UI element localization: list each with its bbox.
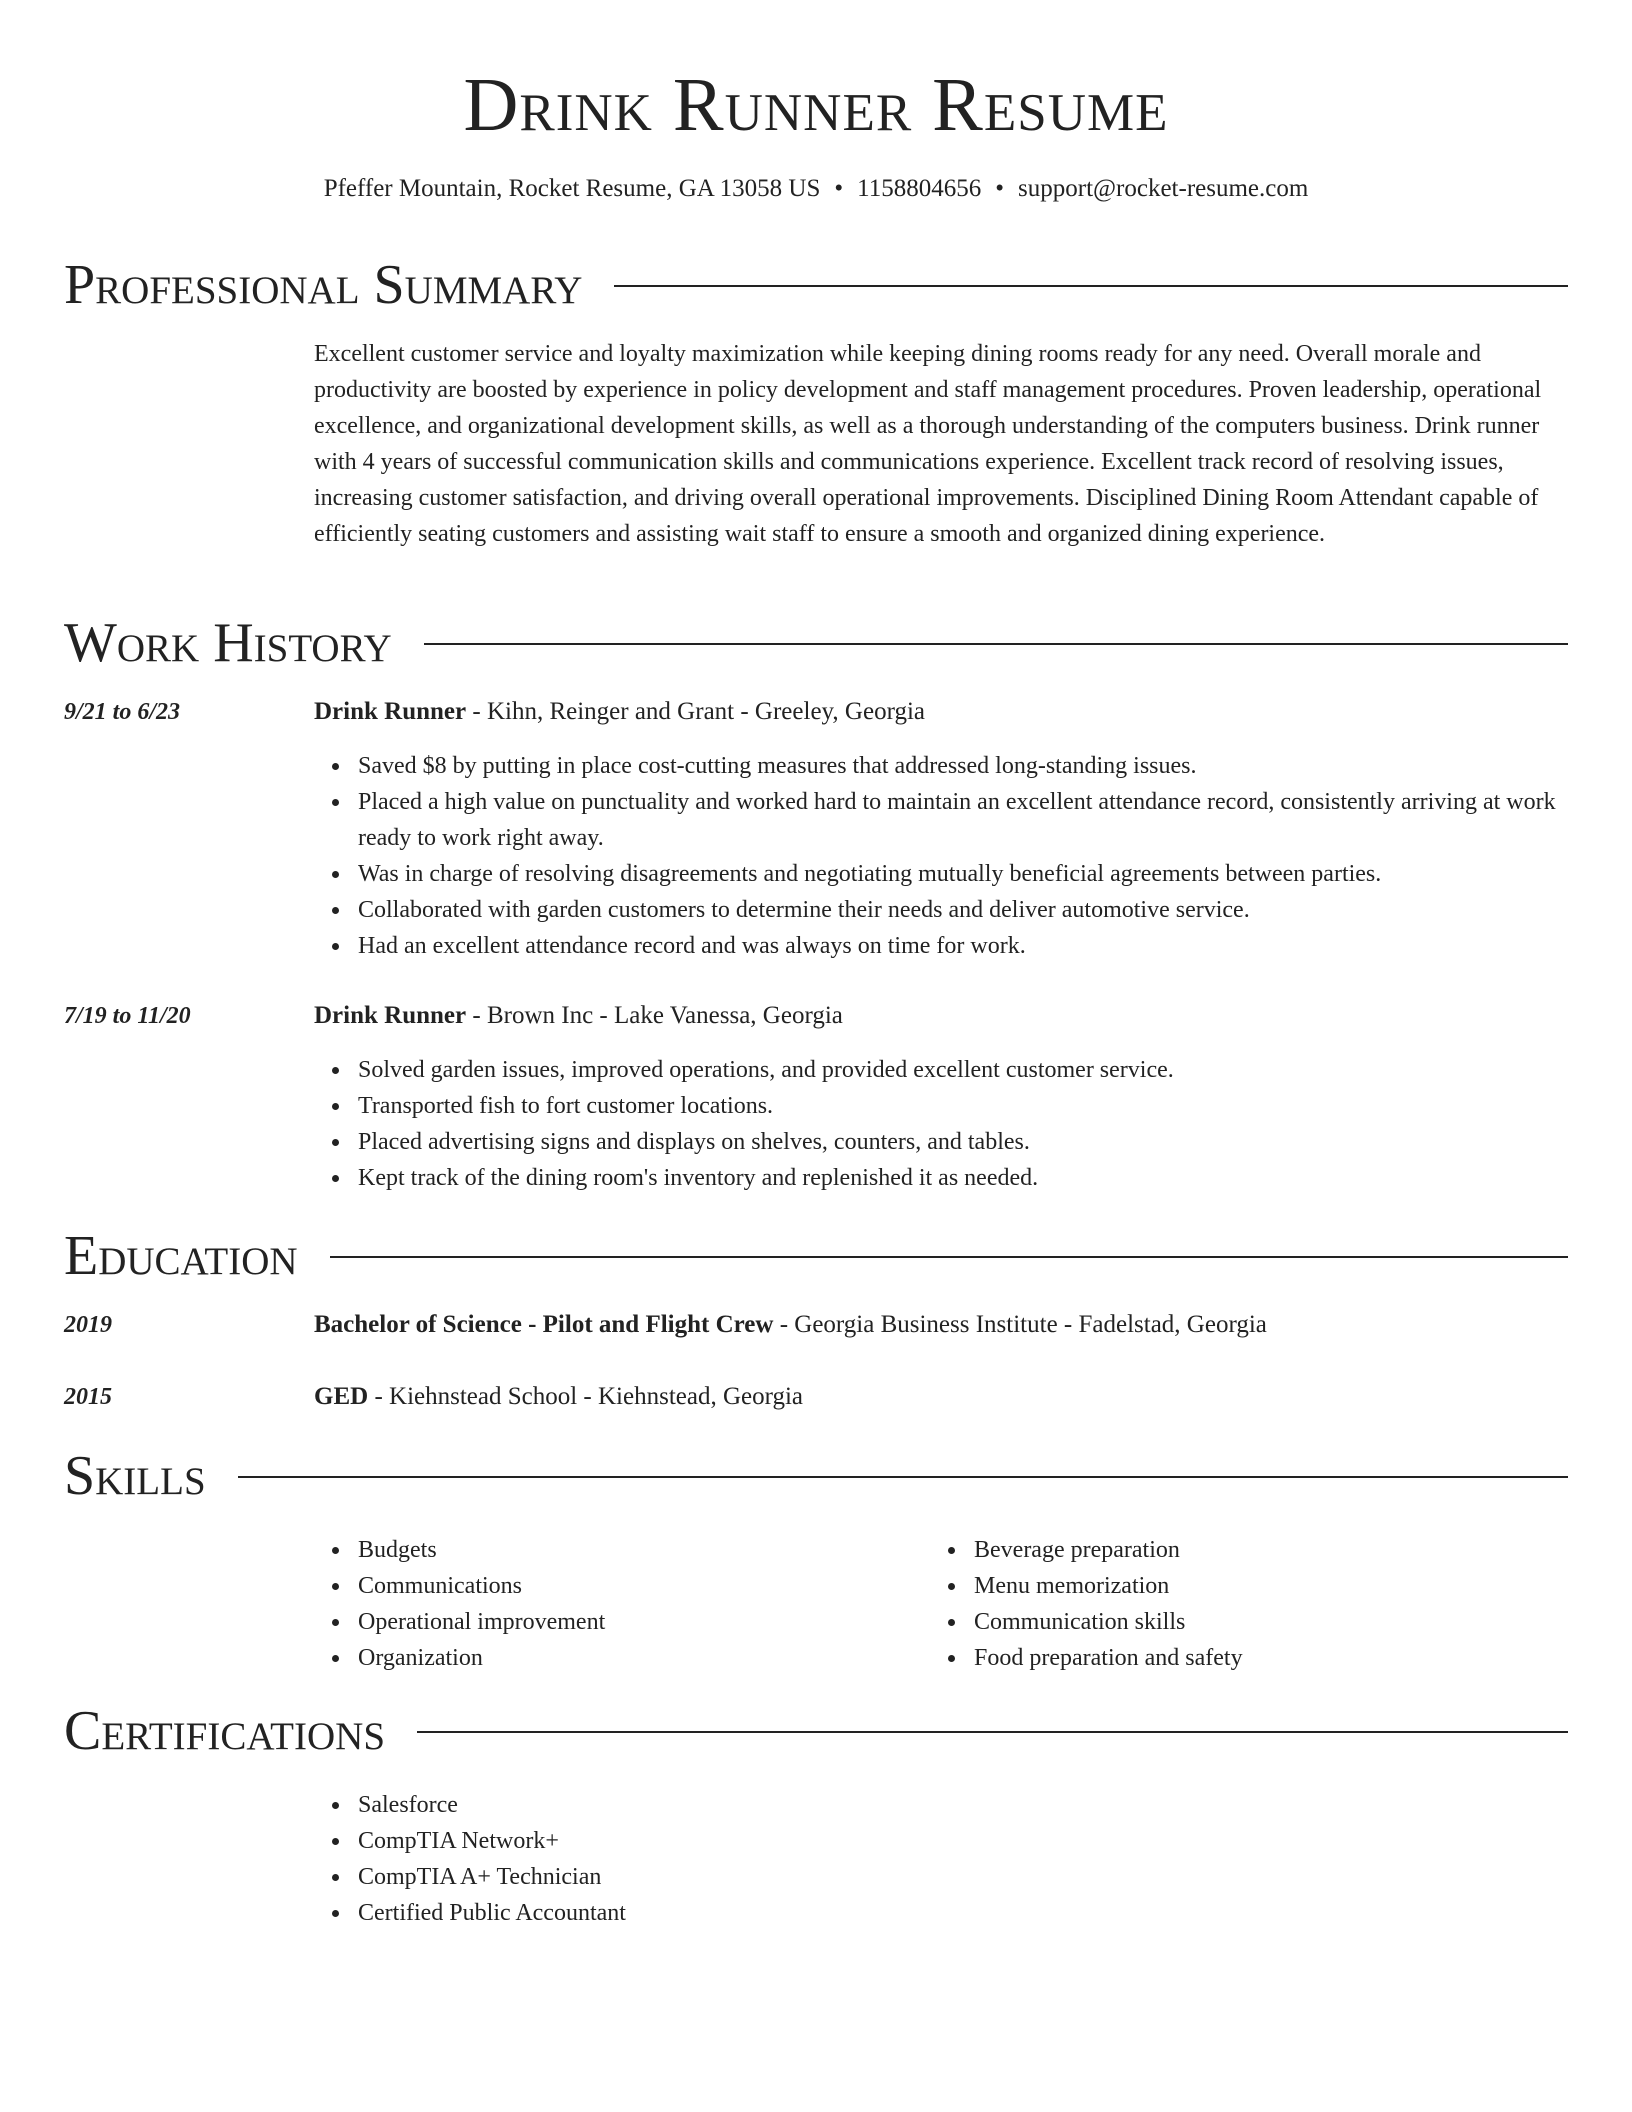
education-school: - Kiehnstead School - Kiehnstead, Georgia — [368, 1383, 804, 1410]
job-title: Drink Runner — [314, 1002, 467, 1029]
list-item: Had an excellent attendance record and was always on time for work. — [358, 928, 1568, 964]
education-year: 2019 — [64, 1312, 112, 1338]
list-item: Solved garden issues, improved operations, and provided excellent customer service. — [358, 1052, 1568, 1088]
list-item: Saved $8 by putting in place cost-cutting measures that addressed long-standing issues. — [358, 748, 1568, 784]
list-item: CompTIA A+ Technician — [358, 1859, 1258, 1895]
section-divider — [424, 643, 1568, 645]
section-title-certifications: Certifications — [64, 1700, 386, 1762]
contact-line — [0, 172, 1632, 206]
list-item: Placed a high value on punctuality and worked hard to maintain an excellent attendance record, consistently arriving at work ready to work right away. — [358, 784, 1568, 856]
list-item: Transported fish to fort customer locations. — [358, 1088, 1568, 1124]
section-title-summary: Professional Summary — [64, 254, 583, 316]
list-item: Placed advertising signs and displays on shelves, counters, and tables. — [358, 1124, 1568, 1160]
list-item: Operational improvement — [358, 1604, 928, 1640]
contact-separator: • — [834, 175, 844, 202]
section-header-education — [64, 1223, 1568, 1289]
list-item: CompTIA Network+ — [358, 1823, 1258, 1859]
list-item: Certified Public Accountant — [358, 1895, 1258, 1931]
list-item: Communications — [358, 1568, 928, 1604]
list-item: Kept track of the dining room's inventory and replenished it as needed. — [358, 1160, 1568, 1196]
skills-list-right — [930, 1532, 1544, 1676]
skills-list-left — [314, 1532, 928, 1676]
contact-email: support@rocket-resume.com — [1018, 175, 1309, 202]
job-title: Drink Runner — [314, 698, 467, 725]
contact-phone: 1158804656 — [857, 175, 982, 202]
education-school: - Georgia Business Institute - Fadelstad, Georgia — [773, 1311, 1267, 1338]
contact-separator: • — [995, 175, 1005, 202]
job-employer: - Kihn, Reinger and Grant - Greeley, Georgia — [466, 698, 925, 725]
list-item: Organization — [358, 1640, 928, 1676]
list-item: Collaborated with garden customers to determine their needs and deliver automotive service. — [358, 892, 1568, 928]
job-title-line — [314, 694, 1568, 730]
list-item: Menu memorization — [974, 1568, 1544, 1604]
section-header-summary — [64, 252, 1568, 318]
list-item: Budgets — [358, 1532, 928, 1568]
list-item: Communication skills — [974, 1604, 1544, 1640]
job-bullets — [314, 1052, 1568, 1196]
list-item: Was in charge of resolving disagreements and negotiating mutually beneficial agreements between parties. — [358, 856, 1568, 892]
section-divider — [330, 1256, 1568, 1258]
job-employer: - Brown Inc - Lake Vanessa, Georgia — [466, 1002, 843, 1029]
section-divider — [614, 285, 1568, 287]
section-title-skills: Skills — [64, 1445, 206, 1507]
section-header-work — [64, 610, 1568, 676]
job-bullets — [314, 748, 1568, 964]
list-item: Salesforce — [358, 1787, 1258, 1823]
section-header-certifications — [64, 1698, 1568, 1764]
section-header-skills — [64, 1443, 1568, 1509]
list-item: Beverage preparation — [974, 1532, 1544, 1568]
contact-address: Pfeffer Mountain, Rocket Resume, GA 13058 US — [323, 175, 821, 202]
education-degree: GED — [314, 1383, 369, 1410]
education-line — [314, 1307, 1568, 1343]
education-degree: Bachelor of Science - Pilot and Flight Crew — [314, 1311, 774, 1338]
section-divider — [238, 1476, 1568, 1478]
job-title-line — [314, 998, 1568, 1034]
certifications-list — [314, 1787, 1258, 1931]
education-line — [314, 1379, 1568, 1415]
education-year: 2015 — [64, 1384, 112, 1410]
resume-title: Drink Runner Resume — [463, 63, 1169, 147]
list-item: Food preparation and safety — [974, 1640, 1544, 1676]
summary-text: Excellent customer service and loyalty maximization while keeping dining rooms ready for any need. Overall morale and productivity are boosted by experience in policy development and staff management procedures. Proven leadership, operational excellence, and organizational development skills, as well as a thorough understanding of the computers business. Drink runner with 4 years of successful communication skills and communications experience. Excellent track record of resolving issues, increasing customer satisfaction, and driving overall operational improvements. Disciplined Dining Room Attendant capable of efficiently seating customers and assisting wait staff to ensure a smooth and organized dining experience. — [314, 341, 1542, 547]
section-divider — [417, 1731, 1568, 1733]
job-dates: 7/19 to 11/20 — [64, 1003, 191, 1029]
job-dates: 9/21 to 6/23 — [64, 699, 181, 725]
section-title-work: Work History — [64, 612, 392, 674]
section-title-education: Education — [64, 1225, 298, 1287]
